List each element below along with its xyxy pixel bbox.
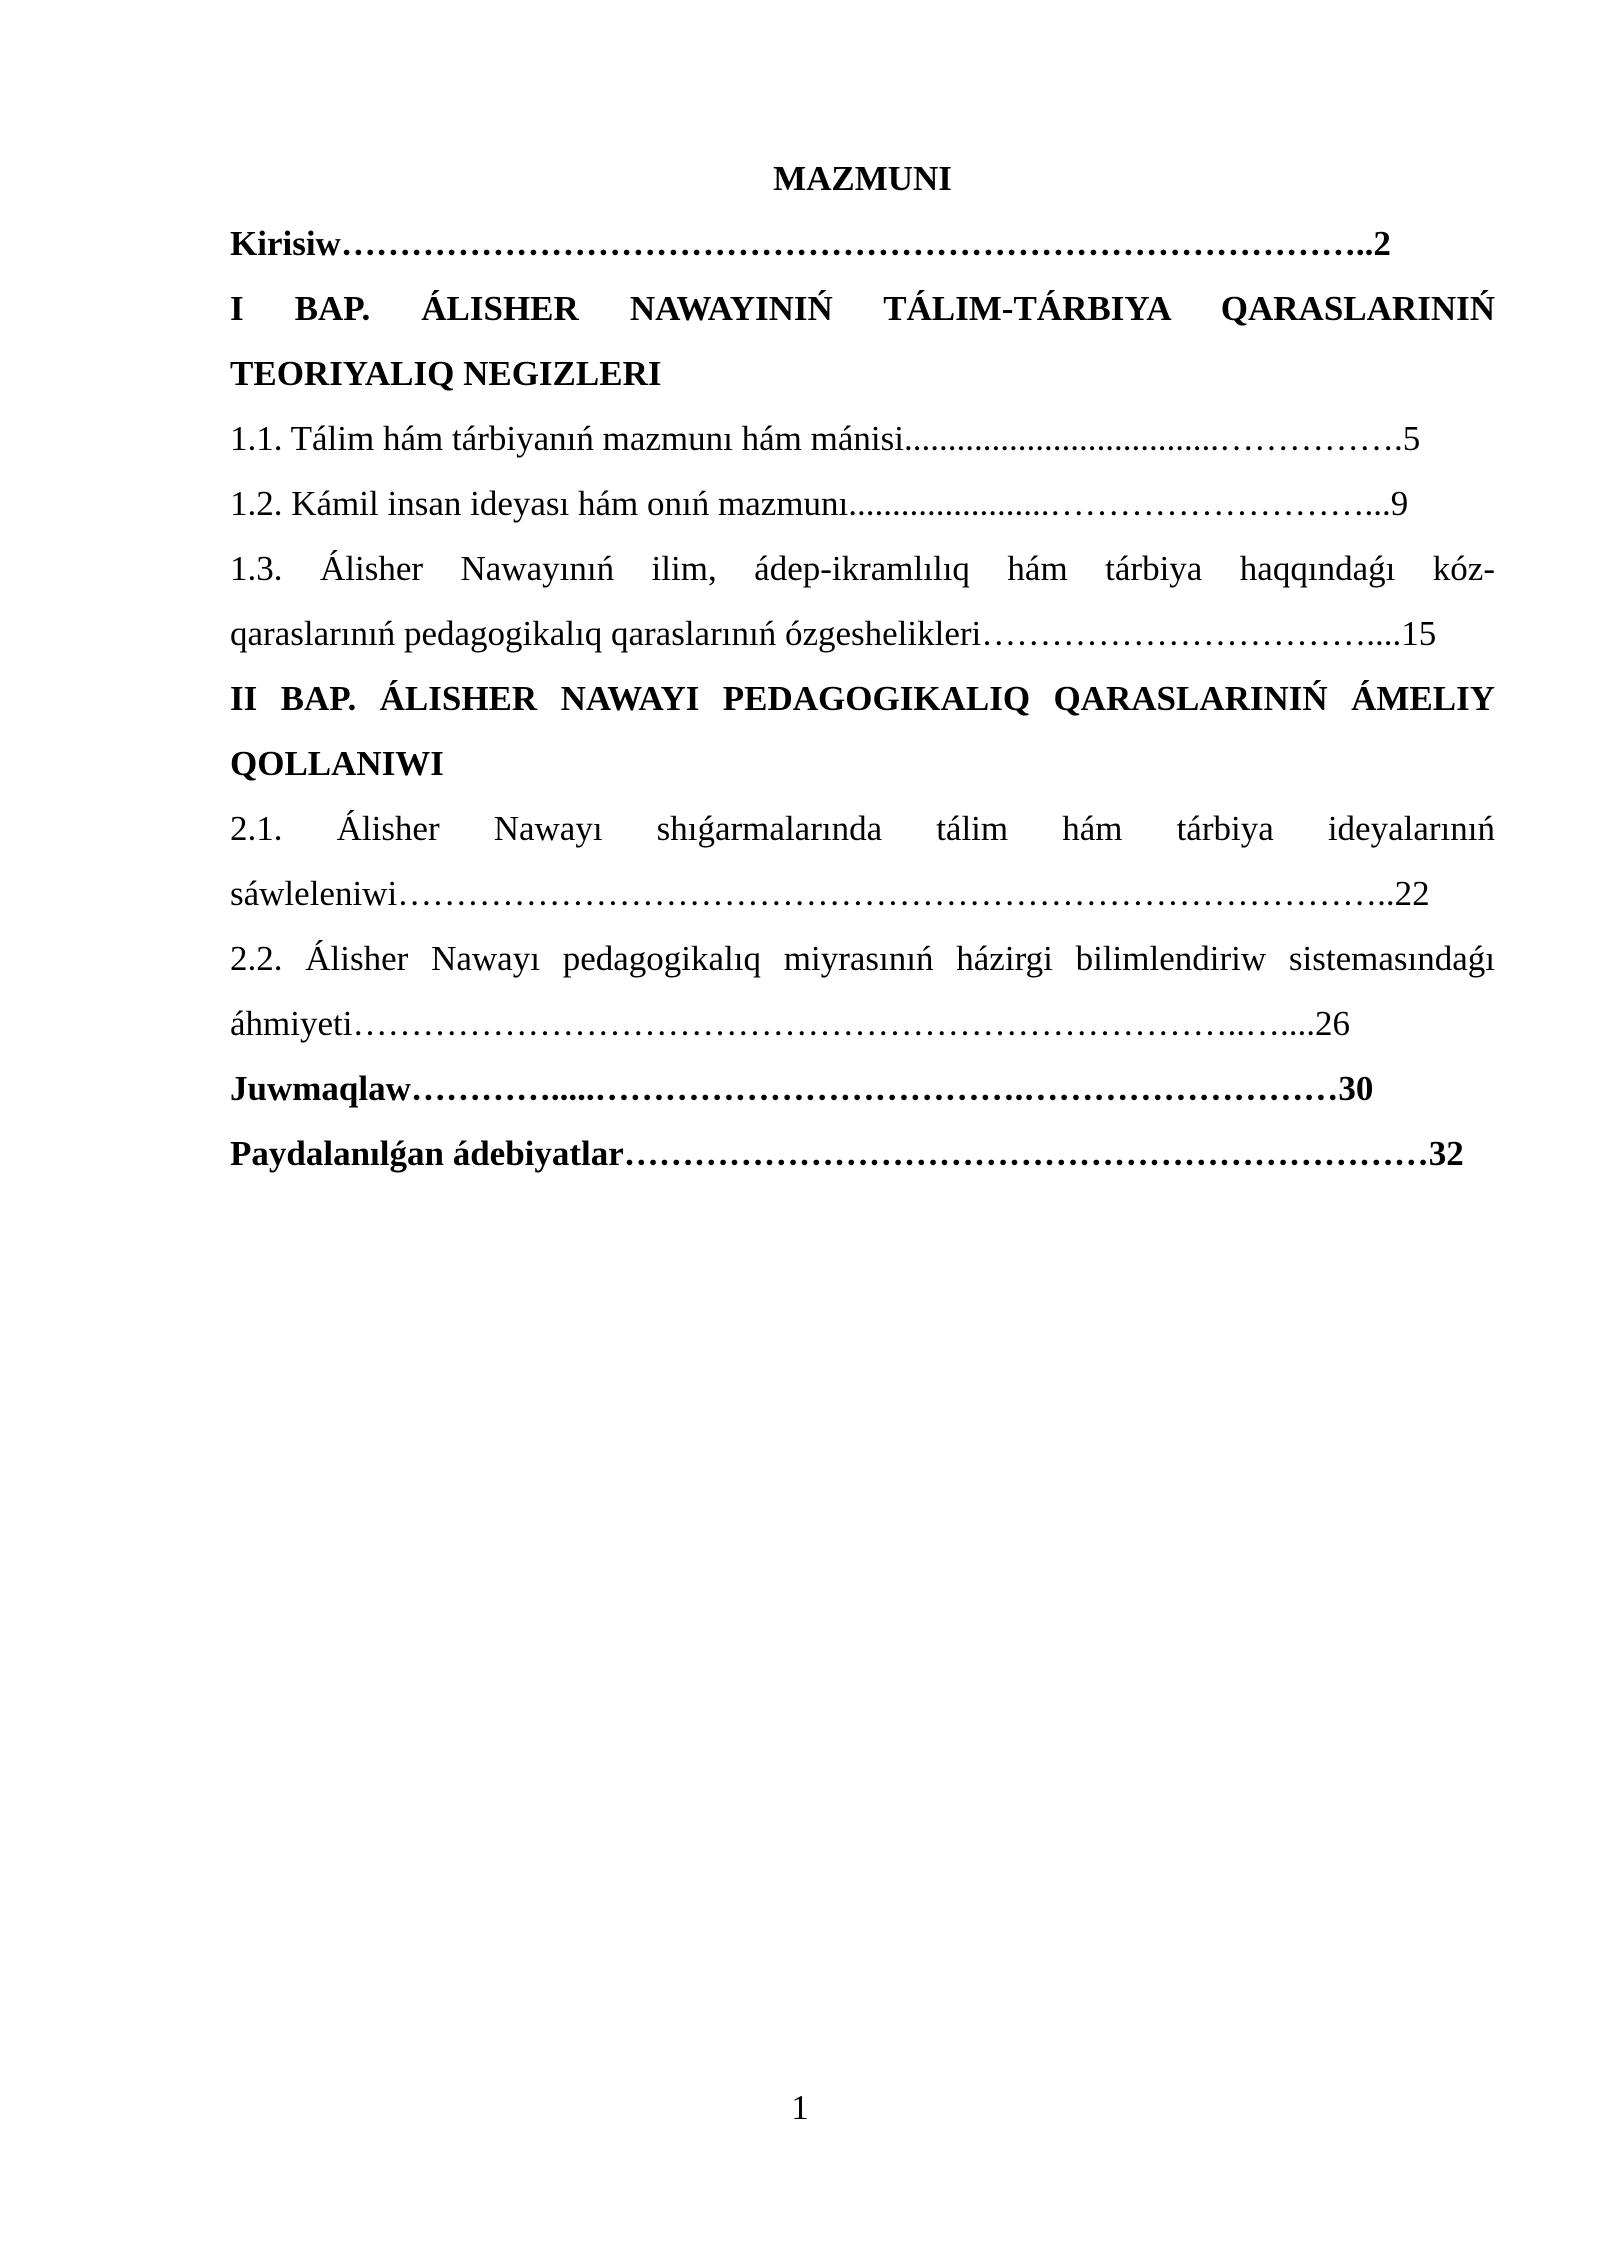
toc-entry-section-2-1: 2.1. Álisher Nawayı shıǵarmalarında tálim hám tárbiya ideyalarınıń: [230, 809, 1495, 848]
toc-entry-references: Paydalanılǵan ádebiyatlar……………………………………………………………32: [230, 1134, 1464, 1173]
toc-entry-kirisiw: Kirisiw……………………………………………………………………………..2: [230, 224, 1391, 263]
toc-chapter-2-title: II BAP. ÁLISHER NAWAYI PEDAGOGIKALIQ QARASLARINIŃ ÁMELIY: [230, 679, 1495, 718]
table-of-contents: [230, 146, 1495, 1186]
toc-entry-section-1-3: 1.3. Álisher Nawayınıń ilim, ádep-ikramlılıq hám tárbiya haqqındaǵı kóz-: [230, 549, 1495, 588]
toc-entry-section-1-2: 1.2. Kámil insan ideyası hám onıń mazmunı.......................………………………...9: [230, 484, 1409, 523]
toc-chapter-1-title: I BAP. ÁLISHER NAWAYINIŃ TÁLIM-TÁRBIYA QARASLARINIŃ: [230, 289, 1495, 328]
toc-title: MAZMUNI: [773, 159, 952, 198]
toc-entry-section-2-2: 2.2. Álisher Nawayı pedagogikalıq miyrasınıń házirgi bilimlendiriw sistemasındaǵı: [230, 939, 1495, 978]
toc-entry-juwmaqlaw: Juwmaqlaw………….....……………………………….………………………30: [230, 1069, 1374, 1108]
toc-chapter-1-title-continued: TEORIYALIQ NEGIZLERI: [230, 354, 662, 393]
toc-entry-section-2-1-continued: sáwleleniwi…………………………………………………………………………..22: [230, 874, 1430, 913]
toc-entry-section-1-1: 1.1. Tálim hám tárbiyanıń mazmunı hám mánisi....................................…………….5: [230, 419, 1421, 458]
toc-chapter-2-title-continued: QOLLANIWI: [230, 744, 444, 783]
page-number: 1: [791, 2088, 809, 2127]
toc-entry-section-2-2-continued: áhmiyeti…………………………………………………………………..…....26: [230, 1004, 1350, 1043]
toc-entry-section-1-3-continued: qaraslarınıń pedagogikalıq qaraslarınıń ózgeshelikleri……………………………....15: [230, 614, 1437, 653]
